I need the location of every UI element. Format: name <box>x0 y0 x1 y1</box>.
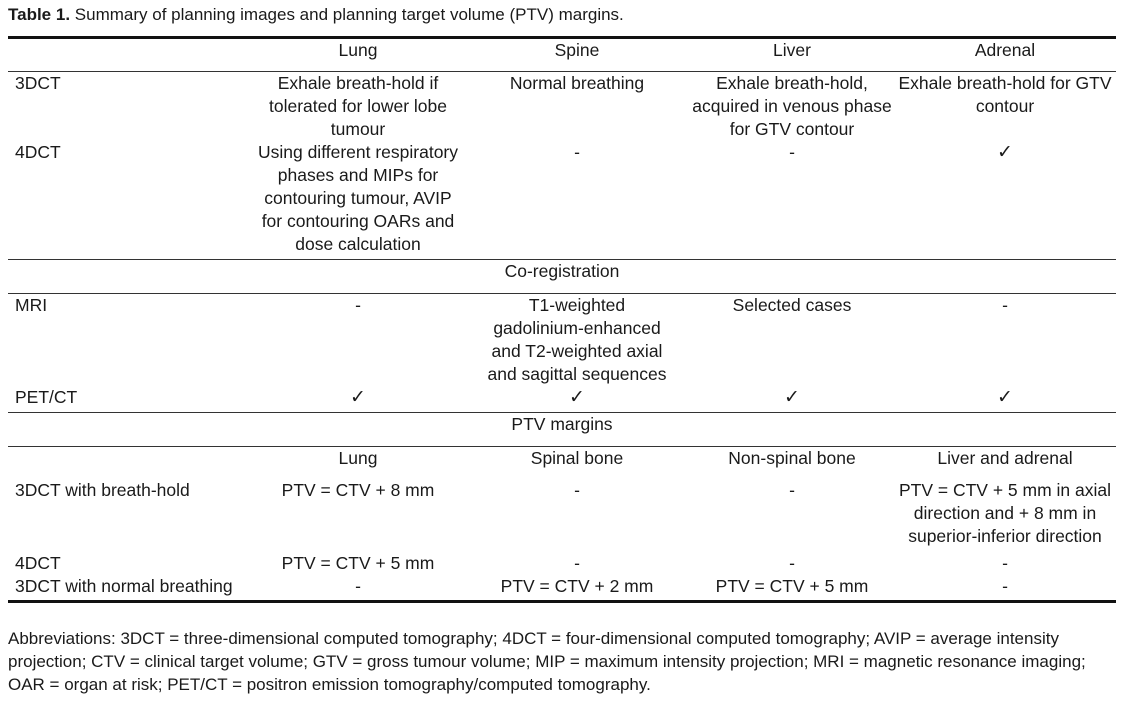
row-label-4dct-ptv: 4DCT <box>15 553 61 573</box>
ptv-header-liver-adrenal: Liver and adrenal <box>937 448 1073 468</box>
cell-4dct-ptv-lung: PTV = CTV + 5 mm <box>281 553 435 573</box>
cell-3dct-lung: Exhale breath-hold if tolerated for lower lobe tumour <box>268 73 448 139</box>
cell-3dct-adrenal: Exhale breath-hold for GTV contour <box>898 73 1112 116</box>
cell-petct-liver: ✓ <box>690 386 894 413</box>
header-lung: Lung <box>252 38 464 72</box>
table-row <box>8 552 1116 575</box>
header-row <box>8 38 1116 72</box>
ptv-header-row <box>8 447 1116 480</box>
cell-bh-lung: PTV = CTV + 8 mm <box>281 480 435 500</box>
cell-4dct-adrenal: ✓ <box>894 141 1116 260</box>
row-label-3dct-breath-hold: 3DCT with breath-hold <box>15 480 190 500</box>
cell-nb-lung: - <box>252 575 464 602</box>
abbreviations-footnote: Abbreviations: 3DCT = three-dimensional computed tomography; 4DCT = four-dimensional computed tomography; AVIP = average intensity projection; CTV = clinical target volume; GTV = gross tumour volume; MIP = maximum intensity projection; MRI = magnetic resonance imaging; OAR = organ at risk; PET/CT = positron emission tomography/computed tomography. <box>8 629 1086 694</box>
cell-3dct-spine: Normal breathing <box>509 73 645 93</box>
cell-petct-adrenal: ✓ <box>894 386 1116 413</box>
ptv-header-non-spinal-bone: Non-spinal bone <box>728 448 856 468</box>
row-label-3dct-normal-breathing: 3DCT with normal breathing <box>8 575 252 602</box>
cell-bh-non-spinal: - <box>789 480 795 500</box>
row-label-3dct: 3DCT <box>15 73 61 93</box>
caption-label: Table 1. <box>8 5 71 24</box>
cell-mri-adrenal: - <box>1002 295 1008 315</box>
row-label-mri: MRI <box>15 295 48 315</box>
row-label-4dct: 4DCT <box>8 141 252 260</box>
cell-4dct-lung: Using different respiratory phases and MIPs for contouring tumour, AVIP for contouring OARs and dose calculation <box>252 141 464 260</box>
ptv-header-lung: Lung <box>338 448 378 468</box>
cell-petct-lung: ✓ <box>252 386 464 413</box>
header-empty <box>8 38 252 72</box>
cell-mri-spine: T1-weighted gadolinium-enhanced and T2-weighted axial and sagittal sequences <box>487 295 667 384</box>
row-label-petct: PET/CT <box>8 386 252 413</box>
table-row <box>8 141 1116 260</box>
cell-nb-liver-adrenal: - <box>894 575 1116 602</box>
section-title-ptv-margins: PTV margins <box>8 413 1116 447</box>
header-spine: Spine <box>464 38 690 72</box>
cell-nb-spinal: PTV = CTV + 2 mm <box>464 575 690 602</box>
header-liver: Liver <box>690 38 894 72</box>
cell-bh-liver-adrenal: PTV = CTV + 5 mm in axial direction and + 8 mm in superior-inferior direction <box>898 480 1111 546</box>
table-row <box>8 479 1116 552</box>
ptv-header-empty <box>8 447 252 480</box>
table-row <box>8 72 1116 142</box>
section-row-coregistration <box>8 260 1116 294</box>
table-row <box>8 575 1116 602</box>
cell-bh-spinal: - <box>574 480 580 500</box>
cell-4dct-spine: - <box>464 141 690 260</box>
table-row <box>8 294 1116 387</box>
summary-table <box>8 36 1116 603</box>
cell-nb-non-spinal: PTV = CTV + 5 mm <box>690 575 894 602</box>
table-caption <box>8 4 624 26</box>
section-row-ptv-margins <box>8 413 1116 447</box>
cell-4dct-ptv-liver-adrenal: - <box>1002 553 1008 573</box>
header-adrenal: Adrenal <box>894 38 1116 72</box>
cell-mri-lung: - <box>355 295 361 315</box>
section-title-coregistration: Co-registration <box>8 260 1116 294</box>
cell-4dct-ptv-spinal: - <box>574 553 580 573</box>
caption-text: Summary of planning images and planning target volume (PTV) margins. <box>74 5 624 24</box>
cell-3dct-liver: Exhale breath-hold, acquired in venous phase for GTV contour <box>692 73 892 139</box>
table-row <box>8 386 1116 413</box>
ptv-header-spinal-bone: Spinal bone <box>530 448 624 468</box>
cell-4dct-liver: - <box>690 141 894 260</box>
cell-4dct-ptv-non-spinal: - <box>789 553 795 573</box>
cell-petct-spine: ✓ <box>464 386 690 413</box>
cell-mri-liver: Selected cases <box>732 295 852 315</box>
